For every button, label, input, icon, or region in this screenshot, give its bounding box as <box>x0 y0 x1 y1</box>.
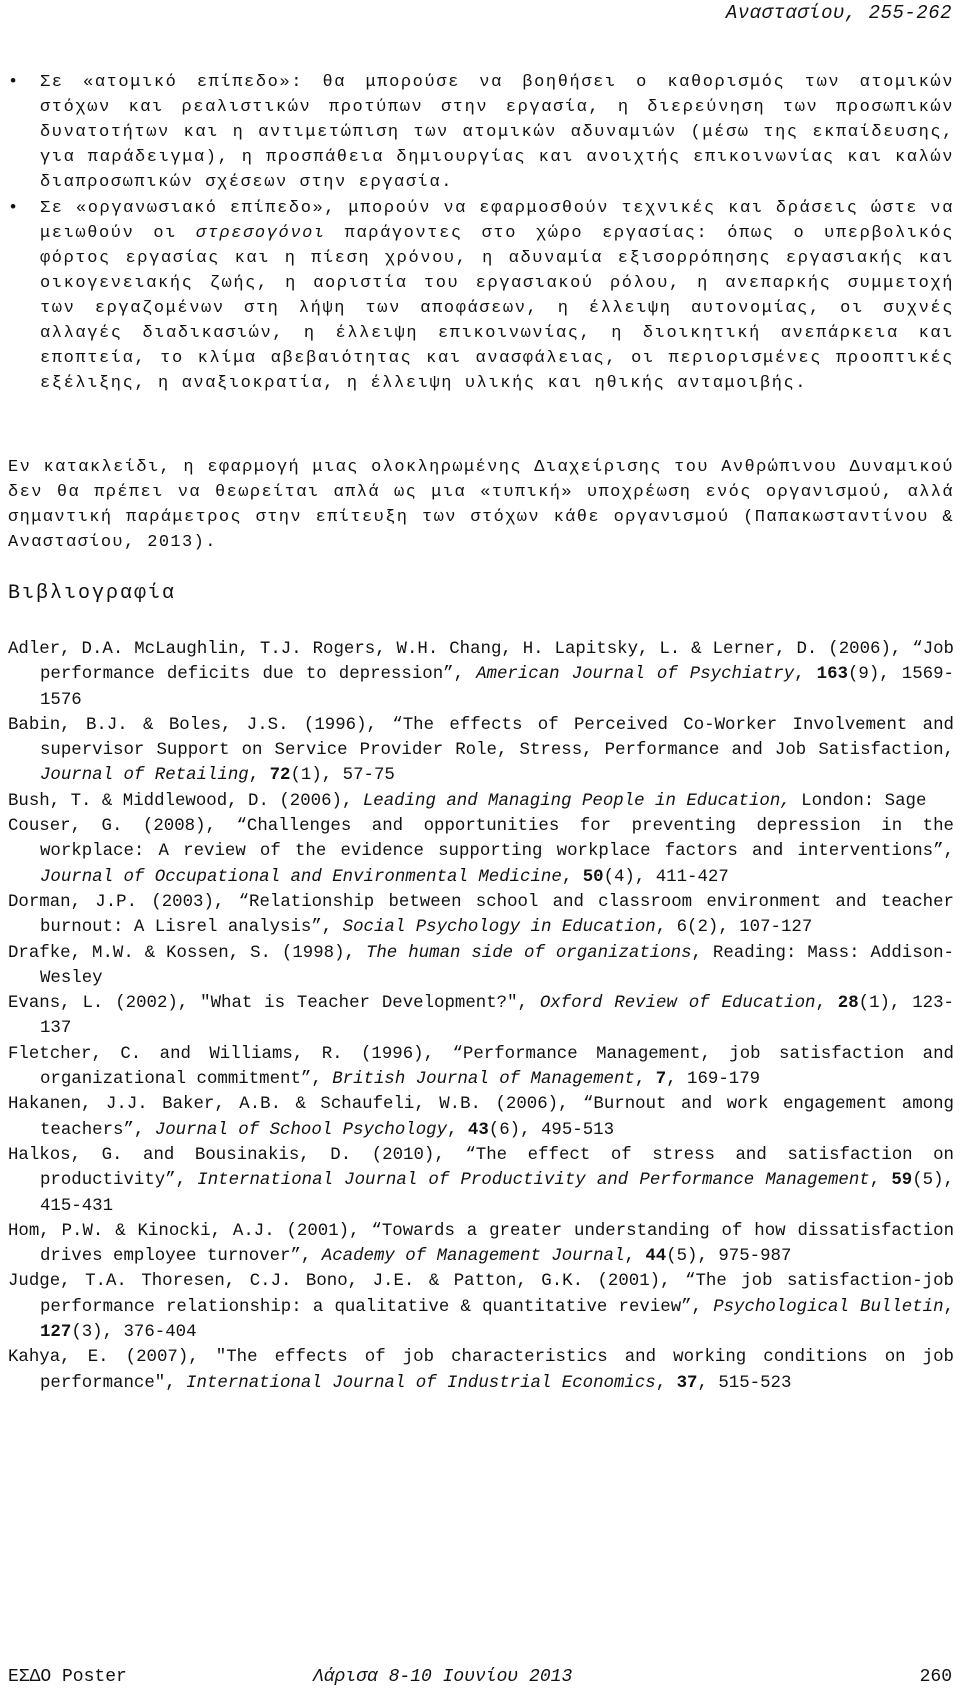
footer-location-date: Λάρισα 8-10 Ιουνίου 2013 <box>313 1667 573 1687</box>
bullet-text: παράγοντες στο χώρο εργασίας: όπως ο υπερβολικός φόρτος εργασίας και η πίεση χρόνου, η αδυναμία εξισορρόπησης εργασιακής και οικογενειακής ζωής, η αοριστία του εργασιακού ρόλου, η ανεπαρκής συμμετοχή των εργαζομένων στη λήψη των αποφάσεων, η έλλειψη αυτονομίας, οι συχνές αλλαγές διαδικασιών, η έλλειψη επικοινωνίας, η διοικητική ανεπάρκεια και εποπτεία, το κλίμα αβεβαιότητας και ανασφάλειας, οι περιορισμένες προοπτικές εξέλιξης, η αναξιοκρατία, η έλλειψη υλικής και ηθικής ανταμοιβής. <box>40 224 954 393</box>
references-list <box>8 637 954 1396</box>
reference-entry: Fletcher, C. and Williams, R. (1996), “Performance Management, job satisfaction and organizational commitment”, British Journal of Management, 7, 169-179 <box>8 1044 954 1090</box>
reference-entry: Dorman, J.P. (2003), “Relationship between school and classroom environment and teacher burnout: A Lisrel analysis”, Social Psychology in Education, 6(2), 107-127 <box>8 892 954 938</box>
bullet-item-organizational <box>8 196 954 396</box>
bullet-text: Σε «ατομικό επίπεδο»: θα μπορούσε να βοηθήσει ο καθορισμός των ατομικών στόχων και ρεαλιστικών προτύπων στην εργασία, η διερεύνηση των προσωπικών δυνατοτήτων και η αντιμετώπιση των ατομικών αδυναμιών (μέσω της εκπαίδευσης, για παράδειγμα), η προσπάθεια δημιουργίας και ανοιχτής επικοινωνίας και καλών διαπροσωπικών σχέσεων στην εργασία. <box>40 73 954 192</box>
reference-entry: Drafke, M.W. & Kossen, S. (1998), The human side of organizations, Reading: Mass: Addison-Wesley <box>8 943 954 988</box>
running-head: Αναστασίου, 255-262 <box>725 2 952 24</box>
reference-entry: Babin, B.J. & Boles, J.S. (1996), “The effects of Perceived Co-Worker Involvement and supervisor Support on Service Provider Role, Stress, Performance and Job Satisfaction, Journal of Retailing, 72(1), 57-75 <box>8 715 954 786</box>
references-heading: Βιβλιογραφία <box>8 582 177 605</box>
bullet-marker: • <box>8 73 20 92</box>
reference-entry: Judge, T.A. Thoresen, C.J. Bono, J.E. & Patton, G.K. (2001), “The job satisfaction-job performance relationship: a qualitative & quantitative review”, Psychological Bulletin, 127(3), 376-404 <box>8 1272 954 1343</box>
page-number: 260 <box>919 1667 952 1687</box>
reference-entry: Bush, T. & Middlewood, D. (2006), Leading and Managing People in Education, London: Sage <box>8 791 927 811</box>
reference-entry: Hakanen, J.J. Baker, A.B. & Schaufeli, W.B. (2006), “Burnout and work engagement among teachers”, Journal of School Psychology, 43(6), 495-513 <box>8 1095 954 1140</box>
reference-entry: Kahya, E. (2007), "The effects of job characteristics and working conditions on job performance", International Journal of Industrial Economics, 37, 515-523 <box>8 1348 954 1393</box>
bullet-marker: • <box>8 199 20 218</box>
reference-entry: Couser, G. (2008), “Challenges and opportunities for preventing depression in the workplace: A review of the evidence supporting workplace factors and interventions”, Journal of Occupational and Environmental Medicine, 50(4), 411-427 <box>8 817 954 887</box>
footer-conference: ΕΣΔΟ Poster <box>8 1667 127 1687</box>
bullet-item-individual <box>8 70 954 195</box>
reference-entry: Adler, D.A. McLaughlin, T.J. Rogers, W.H. Chang, H. Lapitsky, L. & Lerner, D. (2006), “Job performance deficits due to depression”, American Journal of Psychiatry, 163(9), 1569-1576 <box>8 640 954 710</box>
bullet-list <box>8 70 954 396</box>
conclusion-paragraph: Εν κατακλείδι, η εφαρμογή μιας ολοκληρωμένης Διαχείρισης του Ανθρώπινου Δυναμικού δεν θα πρέπει να θεωρείται απλά ως μια «τυπική» υποχρέωση ενός οργανισμού, αλλά σημαντική παράμετρος στην επίτευξη των στόχων κάθε οργανισμού (Παπακωσταντίνου & Αναστασίου, 2013). <box>8 458 954 552</box>
reference-entry: Evans, L. (2002), "What is Teacher Development?", Oxford Review of Education, 28(1), 123-137 <box>8 994 954 1039</box>
reference-entry: Halkos, G. and Bousinakis, D. (2010), “The effect of stress and satisfaction on productivity”, International Journal of Productivity and Performance Management, 59(5), 415-431 <box>8 1145 954 1216</box>
reference-entry: Hom, P.W. & Kinocki, A.J. (2001), “Towards a greater understanding of how dissatisfaction drives employee turnover”, Academy of Management Journal, 44(5), 975-987 <box>8 1221 954 1267</box>
bullet-emphasis: στρεσογόνοι <box>195 224 326 243</box>
bullet-text: Σε «οργανωσιακό επίπεδο», μπορούν να εφαρμοσθούν τεχνικές και δράσεις ώστε να μειωθούν οι <box>40 199 954 243</box>
